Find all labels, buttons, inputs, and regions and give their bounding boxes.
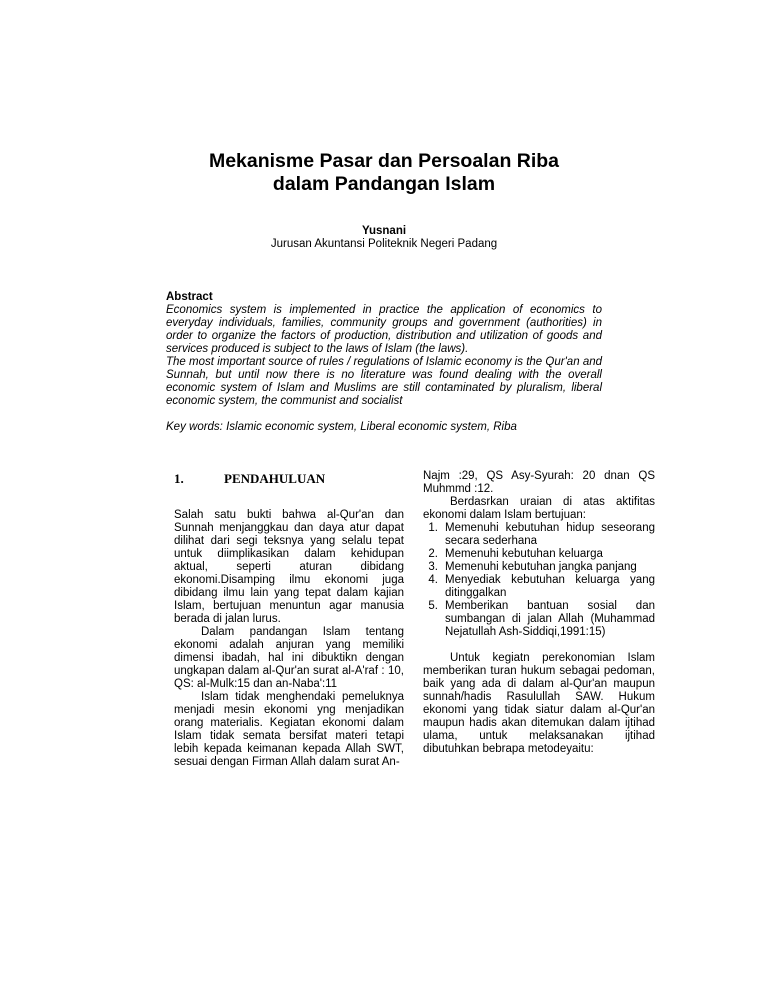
- body-paragraph-3-continued: Najm :29, QS Asy-Syurah: 20 dnan QS Muhmmd :12.: [423, 470, 655, 495]
- section-title: PENDAHULUAN: [224, 471, 326, 486]
- abstract-paragraph-1: Economics system is implemented in practice the application of economics to everyday individuals, families, community groups and government (authorities) in order to organize the factors of production, distribution and utilization of goods and services produced is subject to the laws of Islam (the laws).: [166, 304, 602, 355]
- list-item: [423, 600, 655, 639]
- list-item-number: 4.: [428, 574, 438, 586]
- list-item-number: 1.: [428, 522, 438, 534]
- author-affiliation: Jurusan Akuntansi Politeknik Negeri Padang: [270, 238, 498, 250]
- paper-title: [180, 150, 588, 196]
- abstract-paragraph-2: The most important source of rules / regulations of Islamic economy is the Qur'an and Sunnah, but until now there is no literature was found dealing with the overall economic system of Islam and Muslims are still contaminated by pluralism, liberal economic system, the communist and socialist: [166, 356, 602, 407]
- body-paragraph-4: Berdasrkan uraian di atas aktifitas ekonomi dalam Islam bertujuan:: [423, 496, 655, 521]
- list-item: [423, 548, 655, 561]
- list-item-number: 3.: [428, 561, 438, 573]
- body-paragraph-2: Dalam pandangan Islam tentang ekonomi adalah anjuran yang memiliki dimensi ibadah, hal ini dibuktikn dengan ungkapan dalam al-Qur'an surat al-A'raf : 10, QS: al-Mulk:15 dan an-Naba':11: [174, 626, 404, 690]
- section-number: 1.: [174, 471, 184, 486]
- list-item-text: Memenuhi kebutuhan hidup seseorang secara sederhana: [445, 522, 655, 547]
- body-paragraph-5: Untuk kegiatn perekonomian Islam memberikan turan hukum sebagai pedoman, baik yang ada di dalam al-Qur'an maupun sunnah/hadis Rasulullah SAW. Hukum ekonomi yang tidak siatur dalam al-Qur'an maupun hadis akan ditemukan dalam ijtihad ulama, untuk melaksanakan ijtihad dibutuhkan bebrapa metodeyaitu:: [423, 652, 655, 755]
- list-item-text: Memberikan bantuan sosial dan sumbangan di jalan Allah (Muhammad Nejatullah Ash-Siddiqi,1991:15): [445, 600, 655, 638]
- list-item-number: 5.: [428, 600, 438, 612]
- abstract-heading: Abstract: [166, 291, 213, 303]
- author-name: Yusnani: [361, 225, 407, 237]
- list-item-number: 2.: [428, 548, 438, 560]
- keywords: Key words: Islamic economic system, Liberal economic system, Riba: [166, 421, 517, 433]
- list-item-text: Menyediak kebutuhan keluarga yang ditinggalkan: [445, 574, 655, 599]
- list-item-text: Memenuhi kebutuhan keluarga: [445, 548, 603, 560]
- abstract-block: [166, 291, 602, 408]
- title-line-2: dalam Pandangan Islam: [272, 173, 496, 195]
- goals-list: [423, 522, 655, 639]
- list-item: [423, 522, 655, 548]
- title-line-1: Mekanisme Pasar dan Persoalan Riba: [208, 150, 560, 172]
- list-item-text: Memenuhi kebutuhan jangka panjang: [445, 561, 637, 573]
- paragraph-gap: [423, 639, 655, 652]
- body-paragraph-3: Islam tidak menghendaki pemeluknya menjadi mesin ekonomi yng menjadikan orang materialis. Kegiatan ekonomi dalam Islam tidak semata bersifat materi tetapi lebih kepada keimanan kepada Allah SWT, sesuai dengan Firman Allah dalam surat An-: [174, 691, 404, 768]
- section-heading: [174, 471, 404, 487]
- list-item: [423, 574, 655, 600]
- list-item: [423, 561, 655, 574]
- right-column: [423, 470, 655, 756]
- body-paragraph-1: Salah satu bukti bahwa al-Qur'an dan Sunnah menjanggkau dan daya atur dapat dilihat dari segi teksnya yang selalu tepat untuk diimplikasikan dalam kehidupan aktual, seperti aturan dibidang ekonomi.Disamping ilmu ekonomi juga dibidang ilmu lain yang tepat dalam kajian Islam, bertujuan menuntun agar manusia berada di jalan lurus.: [174, 509, 404, 625]
- left-column: [174, 470, 404, 769]
